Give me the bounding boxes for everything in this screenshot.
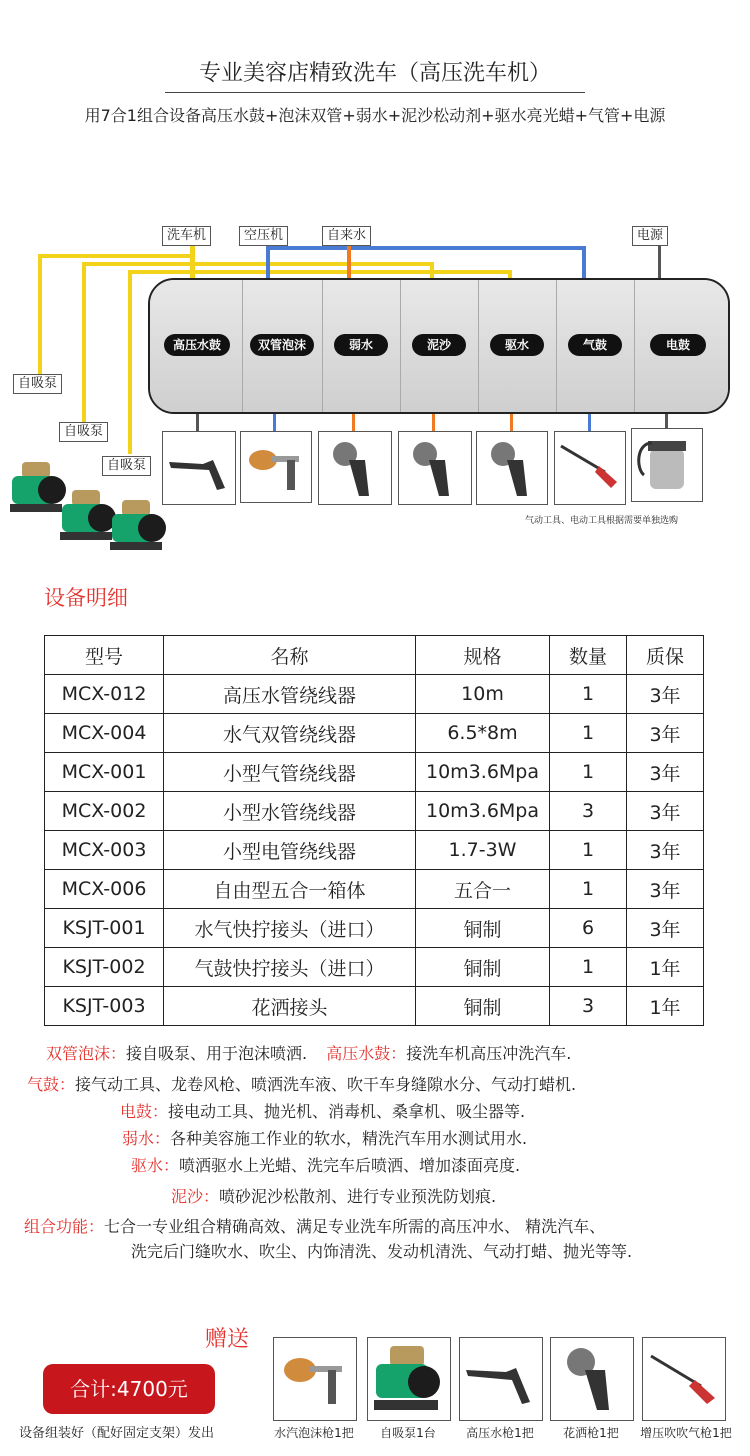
cell-qty: 1: [550, 948, 627, 987]
table-row: [45, 909, 704, 948]
spray-gun-icon: [460, 1338, 542, 1420]
desc-value: 七合一专业组合精确高效、满足专业洗车所需的高压冲水、 精洗汽车、: [104, 1217, 606, 1236]
cell-model: MCX-003: [45, 831, 164, 870]
gift-caption: 增压吹吹气枪1把: [640, 1426, 732, 1440]
air-gun-icon: [643, 1338, 725, 1420]
cell-warranty: 3年: [627, 675, 704, 714]
cell-spec: 铜制: [416, 948, 550, 987]
cell-name: 小型水管绕线器: [164, 792, 416, 831]
tool-vacuum: [631, 428, 703, 502]
gift-caption: 花洒枪1把: [563, 1426, 619, 1440]
description-line: [46, 1041, 571, 1064]
cell-warranty: 3年: [627, 831, 704, 870]
cell-qty: 1: [550, 831, 627, 870]
cell-name: 小型电管绕线器: [164, 831, 416, 870]
nozzle-gun-icon: [477, 432, 547, 504]
gift-item-spray-gun: [459, 1337, 543, 1421]
module-sand: [400, 280, 479, 412]
nozzle-gun-icon: [319, 432, 391, 504]
pump-icon: [368, 1338, 450, 1420]
total-price-badge: 合计:4700元: [43, 1364, 215, 1414]
gift-caption: 自吸泵1台: [380, 1426, 436, 1440]
table-row: [45, 870, 704, 909]
module-air: [556, 280, 635, 412]
module-power: [634, 280, 728, 412]
module-label: 驱水: [490, 334, 544, 356]
module-water-repellent: [478, 280, 557, 412]
cell-model: MCX-002: [45, 792, 164, 831]
desc-value: 接洗车机高压冲洗汽车.: [406, 1044, 572, 1063]
gift-item-pump: [367, 1337, 451, 1421]
desc-value: 接气动工具、龙卷风枪、喷洒洗车液、吹干车身缝隙水分、气动打蜡机.: [75, 1075, 577, 1094]
description-line: [122, 1126, 527, 1149]
cell-model: KSJT-003: [45, 987, 164, 1026]
cell-spec: 铜制: [416, 987, 550, 1026]
cell-qty: 3: [550, 987, 627, 1026]
module-foam: [242, 280, 323, 412]
cell-warranty: 3年: [627, 714, 704, 753]
desc-value: 喷洒驱水上光蜡、洗完车后喷洒、增加漆面亮度.: [179, 1156, 521, 1175]
power-cable: [658, 244, 661, 280]
module-label: 电鼓: [650, 334, 706, 356]
cell-qty: 1: [550, 870, 627, 909]
table-row: [45, 987, 704, 1026]
column-header: 名称: [164, 636, 416, 675]
cell-spec: 10m3.6Mpa: [416, 792, 550, 831]
module-high-pressure: [150, 280, 243, 412]
cell-model: KSJT-001: [45, 909, 164, 948]
water-pipe: [82, 262, 86, 422]
page-title: 专业美容店精致洗车（高压洗车机）: [198, 61, 551, 86]
foam-gun-icon: [241, 432, 311, 502]
foam-gun-icon: [274, 1338, 356, 1420]
tool-nozzle-gun: [398, 431, 472, 505]
cell-warranty: 3年: [627, 870, 704, 909]
cell-spec: 6.5*8m: [416, 714, 550, 753]
input-label-power: 电源: [632, 226, 668, 246]
gift-item-nozzle-gun: [550, 1337, 634, 1421]
table-header-row: [45, 636, 704, 675]
desc-value: 接电动工具、抛光机、消毒机、桑拿机、吸尘器等.: [168, 1102, 526, 1121]
module-label: 气鼓: [568, 334, 622, 356]
pump-label: 自吸泵: [13, 374, 62, 394]
page-subtitle: 用7合1组合设备高压水鼓+泡沫双管+弱水+泥沙松动剂+驱水亮光蜡+气管+电源: [84, 106, 666, 125]
cell-warranty: 1年: [627, 987, 704, 1026]
description-line: [131, 1153, 520, 1176]
equipment-table: [44, 635, 704, 1026]
air-pipe: [266, 246, 586, 250]
water-pipe: [128, 270, 510, 274]
nozzle-gun-icon: [399, 432, 471, 504]
desc-key: 气鼓：: [27, 1075, 76, 1094]
cell-spec: 10m: [416, 675, 550, 714]
input-label-compressor: 空压机: [239, 226, 288, 246]
input-label-tap-water: 自来水: [322, 226, 371, 246]
cell-qty: 3: [550, 792, 627, 831]
title-divider: [165, 92, 585, 93]
cell-model: MCX-001: [45, 753, 164, 792]
description-line: [131, 1239, 632, 1262]
cell-spec: 五合一: [416, 870, 550, 909]
module-label: 弱水: [334, 334, 388, 356]
description-line: [27, 1072, 576, 1095]
cell-warranty: 1年: [627, 948, 704, 987]
tool-spray-gun: [162, 431, 236, 505]
gift-caption: 水汽泡沫枪1把: [274, 1426, 354, 1440]
module-label: 泥沙: [412, 334, 466, 356]
pump-label: 自吸泵: [59, 422, 108, 442]
table-row: [45, 753, 704, 792]
water-pipe: [82, 262, 432, 266]
tool-air-blow-gun: [554, 431, 626, 505]
cell-model: KSJT-002: [45, 948, 164, 987]
desc-key: 组合功能：: [24, 1217, 105, 1236]
cell-model: MCX-012: [45, 675, 164, 714]
column-header: 数量: [550, 636, 627, 675]
spray-gun-icon: [163, 432, 235, 504]
cell-warranty: 3年: [627, 753, 704, 792]
gift-caption: 高压水枪1把: [466, 1426, 534, 1440]
cell-warranty: 3年: [627, 792, 704, 831]
description-line: [171, 1184, 496, 1207]
tool-nozzle-gun: [318, 431, 392, 505]
cell-model: MCX-004: [45, 714, 164, 753]
seven-in-one-reel-cabinet: [148, 278, 730, 414]
desc-key: 泥沙：: [171, 1187, 220, 1206]
input-label-washer: 洗车机: [162, 226, 211, 246]
table-row: [45, 831, 704, 870]
module-label: 双管泡沫: [250, 334, 314, 356]
cell-qty: 1: [550, 714, 627, 753]
desc-value: 接自吸泵、用于泡沫喷洒.: [126, 1044, 308, 1063]
air-pipe: [582, 246, 586, 280]
gift-title: 赠送: [205, 1327, 250, 1352]
module-soft-water: [322, 280, 401, 412]
cell-name: 自由型五合一箱体: [164, 870, 416, 909]
column-header: 型号: [45, 636, 164, 675]
table-row: [45, 675, 704, 714]
desc-key: 高压水鼓：: [326, 1044, 407, 1063]
cell-qty: 1: [550, 675, 627, 714]
description-line: [24, 1214, 605, 1237]
cell-name: 高压水管绕线器: [164, 675, 416, 714]
desc-value: 各种美容施工作业的软水，精洗汽车用水测试用水.: [170, 1129, 528, 1148]
cell-name: 气鼓快拧接头（进口）: [164, 948, 416, 987]
cell-warranty: 3年: [627, 909, 704, 948]
tool-purchase-note: 气动工具、电动工具根据需要单独选购: [525, 516, 679, 526]
desc-key: 驱水：: [131, 1156, 180, 1175]
cell-spec: 10m3.6Mpa: [416, 753, 550, 792]
tool-nozzle-gun: [476, 431, 548, 505]
pump-label: 自吸泵: [102, 456, 151, 476]
desc-key: 弱水：: [122, 1129, 171, 1148]
cell-name: 花洒接头: [164, 987, 416, 1026]
section-title: 设备明细: [44, 586, 128, 610]
column-header: 质保: [627, 636, 704, 675]
table-row: [45, 948, 704, 987]
cell-spec: 1.7-3W: [416, 831, 550, 870]
column-header: 规格: [416, 636, 550, 675]
air-gun-icon: [555, 432, 625, 504]
cell-name: 水气双管绕线器: [164, 714, 416, 753]
vacuum-icon: [632, 429, 702, 501]
water-pipe: [38, 254, 42, 374]
gift-item-air-gun: [642, 1337, 726, 1421]
cell-name: 水气快拧接头（进口）: [164, 909, 416, 948]
table-row: [45, 714, 704, 753]
water-pipe: [38, 254, 192, 258]
desc-key: 双管泡沫：: [46, 1044, 127, 1063]
gift-item-foam-gun: [273, 1337, 357, 1421]
desc-value: 洗完后门缝吹水、吹尘、内饰清洗、发动机清洗、气动打蜡、抛光等等.: [131, 1242, 633, 1261]
nozzle-gun-icon: [551, 1338, 633, 1420]
cell-model: MCX-006: [45, 870, 164, 909]
desc-value: 喷砂泥沙松散剂、进行专业预洗防划痕.: [219, 1187, 497, 1206]
desc-key: 电鼓：: [120, 1102, 169, 1121]
description-line: [120, 1099, 525, 1122]
shipping-note: 设备组装好（配好固定支架）发出: [19, 1426, 215, 1441]
tap-water-pipe: [347, 244, 351, 280]
tool-foam-gun: [240, 431, 312, 503]
cell-name: 小型气管绕线器: [164, 753, 416, 792]
module-label: 高压水鼓: [164, 334, 230, 356]
table-row: [45, 792, 704, 831]
cell-spec: 铜制: [416, 909, 550, 948]
cell-qty: 6: [550, 909, 627, 948]
cell-qty: 1: [550, 753, 627, 792]
water-pipe: [128, 270, 132, 454]
